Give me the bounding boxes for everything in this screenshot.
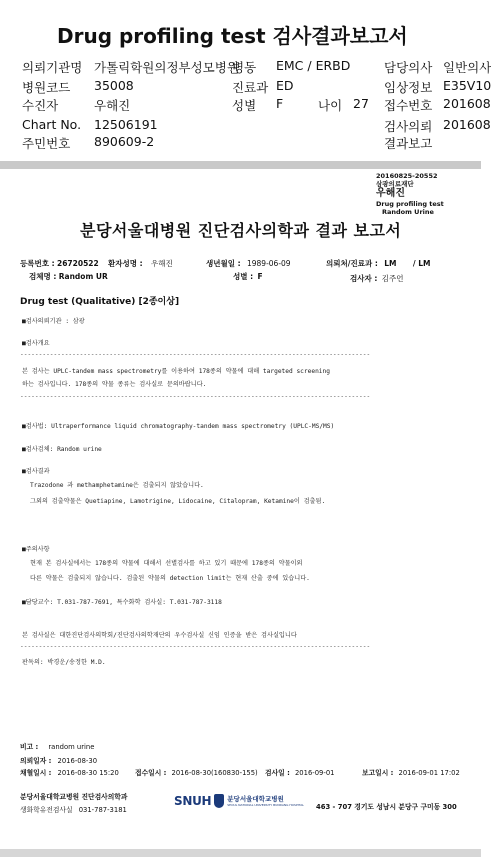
- footer-report-date: [362, 767, 460, 777]
- footer-label: 의뢰일자 :: [20, 757, 52, 765]
- caution-text: 현재 본 검사실에서는 178종의 약물에 대해서 선별검사를 하고 있기 때문에 178종의 약물이외: [30, 560, 303, 567]
- footer-receipt-date: [135, 767, 258, 777]
- logo-subtitle: [227, 796, 304, 807]
- meta-value: 김주언: [381, 274, 404, 283]
- meta-dob: [206, 258, 291, 269]
- field-label: 수진자: [22, 98, 59, 113]
- reading-physician: 판독의: 박경운/송정한 M.D.: [22, 659, 106, 666]
- footer-value: 2016-08-30: [57, 757, 98, 765]
- meta-label: 환자성명 :: [108, 259, 143, 268]
- field-value: 35008: [94, 78, 134, 93]
- method-text: ■검사법: Ultraperformance liquid chromatography-tandem mass spectrometry (UPLC-MS/MS): [22, 423, 335, 430]
- footer-value: 2016-08-30 15:20: [57, 769, 119, 777]
- form-row-patient: [0, 96, 491, 115]
- meta-label: 생년월일 :: [206, 259, 241, 268]
- request-form: [0, 0, 491, 160]
- meta-label: 검체명 :: [29, 272, 57, 281]
- footer-label: 비고 :: [20, 743, 39, 751]
- meta-patient: [108, 258, 173, 269]
- stamp-foundation: 삼광의료재단: [376, 180, 414, 188]
- footer-exam-date: [265, 767, 334, 777]
- meta-value: Random UR: [58, 272, 108, 281]
- field-label: 결과보고: [384, 136, 433, 151]
- footer-value: 2016-09-01: [294, 769, 335, 777]
- form-title: Drug profiling test 검사결과보고서: [57, 24, 408, 48]
- footer-lab: [20, 804, 127, 814]
- result-text: 그외의 검출약물은 Quetiapine, Lamotrigine, Lidocaine, Citalopram, Ketamine이 검출됨.: [30, 498, 326, 505]
- scan-divider: [0, 161, 481, 169]
- footer-label: 채혈일시 :: [20, 769, 52, 777]
- field-value: 가톨릭학원의정부성모병원: [94, 60, 239, 75]
- meta-label: 성별 :: [233, 272, 254, 281]
- field-value: 201608: [443, 117, 491, 132]
- section-title: Drug test (Qualitative) [2종이상]: [20, 297, 180, 307]
- field-label: 의뢰기관명: [22, 60, 83, 75]
- field-value: E35V10: [443, 78, 491, 93]
- field-label: 병동: [232, 60, 257, 75]
- meta-value: LM: [384, 259, 397, 268]
- meta-value: 1989-06-09: [246, 259, 291, 268]
- meta-label: 등록번호 :: [20, 259, 55, 268]
- field-label: 성별: [232, 98, 257, 113]
- field-label: 임상정보: [384, 80, 433, 95]
- scan-bottom-edge: [0, 849, 481, 857]
- form-row-hospital-code: [0, 78, 491, 97]
- contact-text: ■담당교수: T.031-787-7691, 특수화학 검사실: T.031-787-3118: [22, 599, 222, 606]
- field-value: 27: [353, 96, 369, 111]
- footer-department: [20, 791, 127, 801]
- footer-address: 463 - 707 경기도 성남시 분당구 구미동 300: [316, 803, 457, 811]
- meta-examiner: [350, 273, 404, 284]
- stamp-test-name: Drug profiling test: [376, 200, 444, 208]
- field-value: 일반의사: [443, 60, 491, 75]
- footer-note: [20, 741, 94, 751]
- meta-sex: [233, 271, 263, 282]
- overview-text: 하는 검사입니다. 178종의 약물 종류는 검사실로 문의바랍니다.: [22, 381, 207, 388]
- form-row-resident-no: [0, 134, 481, 153]
- field-label: 접수번호: [384, 98, 433, 113]
- result-heading: ■검사결과: [22, 468, 50, 475]
- form-row-agency: [0, 58, 491, 77]
- meta-registration: [20, 258, 99, 269]
- field-label: Chart No.: [22, 117, 82, 132]
- logo-hospital-name-en: SEOUL NATIONAL UNIVERSITY BUNDANG HOSPITAL: [227, 802, 304, 807]
- department-name: 분당서울대학교병원 진단검사의학과: [20, 793, 128, 801]
- lab-phone: 031-787-3181: [78, 806, 127, 814]
- lab-name: 생화학유전검사실: [20, 806, 73, 814]
- caution-heading: ■주의사항: [22, 546, 50, 553]
- meta-specimen: [29, 271, 108, 282]
- footer-request-date: [20, 755, 97, 765]
- field-label: 진료과: [232, 80, 269, 95]
- meta-department: [326, 258, 430, 269]
- footer-label: 검사일 :: [265, 769, 290, 777]
- field-value: 201608: [443, 96, 491, 111]
- field-value: 12506191: [94, 117, 158, 132]
- divider-line: ----------------------------------------------------------------------------------------------: [20, 643, 371, 650]
- meta-value: / LM: [412, 259, 431, 268]
- footer-label: 보고일시 :: [362, 769, 394, 777]
- specimen-label-stamp: [376, 172, 444, 216]
- field-label: 주민번호: [22, 136, 71, 151]
- field-label: 나이: [318, 98, 343, 113]
- overview-heading: ■검사개요: [22, 340, 50, 347]
- field-value: ED: [276, 78, 294, 93]
- divider-line: ----------------------------------------------------------------------------------------------: [20, 351, 371, 358]
- meta-label: 검사자 :: [350, 274, 378, 283]
- caution-text: 다른 약물은 검출되지 않습니다. 검출된 약물의 detection limit는 현재 산출 중에 있습니다.: [30, 575, 310, 582]
- stamp-id: 20160825-20552: [376, 172, 438, 180]
- footer-value: 2016-09-01 17:02: [398, 769, 460, 777]
- footer-collect-date: [20, 767, 119, 777]
- report-title: 분당서울대병원 진단검사의학과 결과 보고서: [80, 221, 402, 240]
- meta-value: 26720522: [56, 259, 99, 268]
- result-text: Trazodone 과 methamphetamine은 검출되지 않았습니다.: [30, 482, 204, 489]
- field-label: 담당의사: [384, 60, 433, 75]
- divider-line: ----------------------------------------------------------------------------------------------: [20, 393, 371, 400]
- overview-text: 본 검사는 UPLC-tandem mass spectrometry를 이용하여 178종의 약물에 대해 targeted screening: [22, 368, 330, 375]
- field-value: F: [276, 96, 284, 111]
- meta-label: 의뢰처/진료과 :: [326, 259, 378, 268]
- logo-hospital-name: 분당서울대학교병원: [227, 794, 284, 803]
- logo-text: SNUH: [174, 794, 212, 808]
- field-value: EMC / ERBD: [276, 58, 351, 73]
- meta-value: 우해진: [150, 259, 173, 268]
- snuh-logo: [174, 794, 304, 808]
- certification-text: 본 검사실은 대한진단검사의학회/진단검사의학재단의 우수검사실 신임 인증을 받은 검사실입니다: [22, 632, 297, 639]
- specimen-text: ■검사검체: Random urine: [22, 446, 102, 453]
- footer-label: 접수일시 :: [135, 769, 167, 777]
- field-label: 검사의뢰: [384, 119, 433, 134]
- meta-value: F: [257, 272, 263, 281]
- footer-value: random urine: [48, 743, 95, 751]
- stamp-specimen: Random Urine: [382, 208, 434, 216]
- field-value: 우해진: [94, 98, 131, 113]
- hospital-emblem-icon: [214, 794, 224, 808]
- footer-value: 2016-08-30(160830-155): [171, 769, 258, 777]
- stamp-patient-name: 우해진: [376, 188, 405, 199]
- requesting-agency: ■검사의뢰기관 : 삼광: [22, 318, 85, 325]
- field-label: 병원코드: [22, 80, 71, 95]
- field-value: 890609-2: [94, 134, 155, 149]
